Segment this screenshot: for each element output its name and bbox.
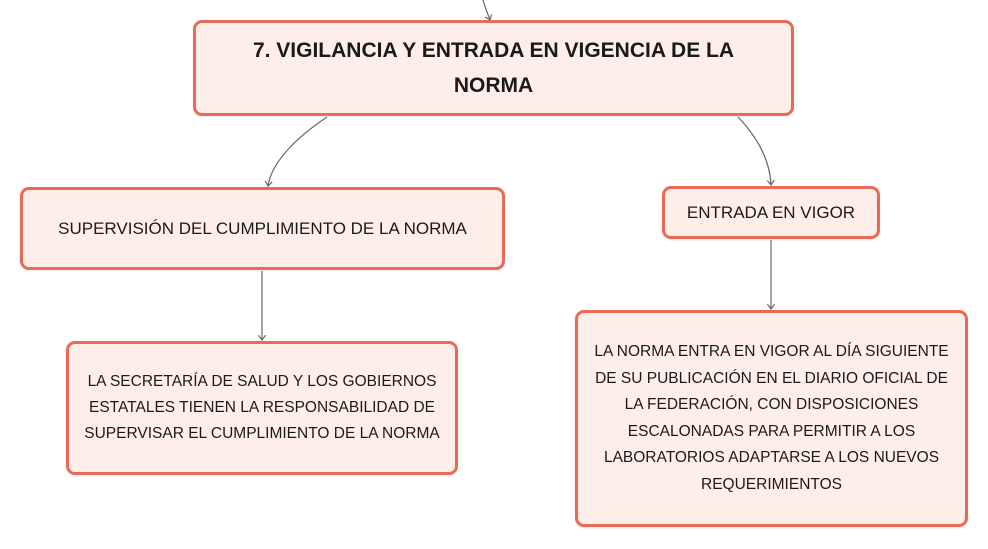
connector-root-to-supervision: [268, 117, 327, 186]
connector-root-to-vigor: [738, 117, 771, 185]
root-topic-label: 7. VIGILANCIA Y ENTRADA EN VIGENCIA DE LA NORMA: [252, 39, 735, 97]
supervision-detail-label: LA SECRETARÍA DE SALUD Y LOS GOBIERNOS ESTATALES TIENEN LA RESPONSABILIDAD DE SUPERVISAR EL CUMPLIMIENTO DE LA NORMA: [84, 373, 440, 442]
connector-parent-to-root: [483, 0, 490, 20]
root-topic-node[interactable]: [193, 20, 794, 116]
supervision-detail-node[interactable]: [66, 341, 458, 475]
entrada-en-vigor-detail-label: LA NORMA ENTRA EN VIGOR AL DÍA SIGUIENTE DE SU PUBLICACIÓN EN EL DIARIO OFICIAL DE LA FEDERACIÓN, CON DISPOSICIONES ESCALONADAS PARA PERMITIR A LOS LABORATORIOS ADAPTARSE A LOS NUEVOS REQUERIMIENTOS: [594, 343, 949, 493]
entrada-en-vigor-detail-node[interactable]: [575, 310, 968, 527]
branch-supervision-node[interactable]: [20, 187, 505, 270]
branch-entrada-en-vigor-node[interactable]: [662, 186, 880, 239]
branch-entrada-en-vigor-label: ENTRADA EN VIGOR: [686, 202, 856, 222]
branch-supervision-label: SUPERVISIÓN DEL CUMPLIMIENTO DE LA NORMA: [58, 218, 467, 238]
